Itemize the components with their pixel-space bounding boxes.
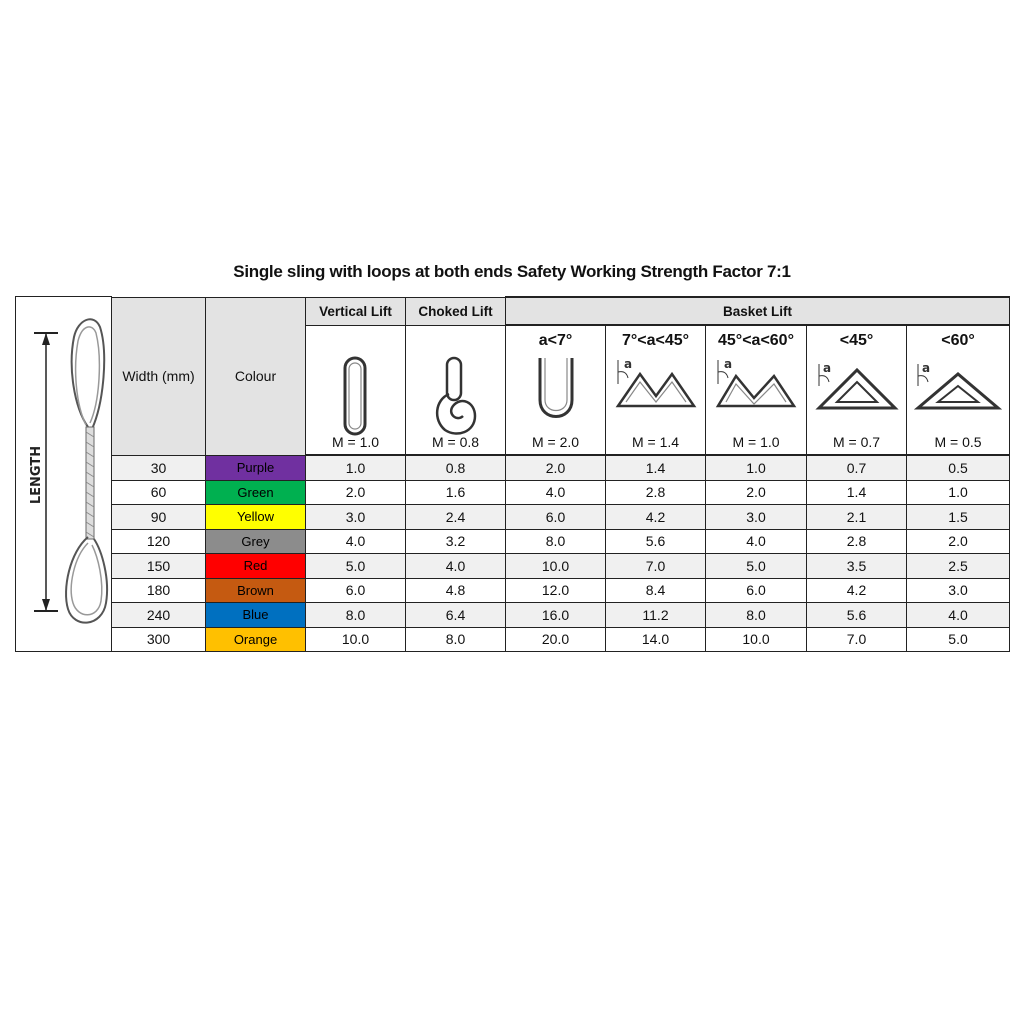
- capacity-cell: 0.5: [907, 455, 1010, 480]
- capacity-cell: 4.0: [706, 529, 807, 554]
- colour-swatch-cell: Grey: [206, 529, 306, 554]
- vertical-loop-icon: [341, 356, 371, 436]
- capacity-cell: 2.0: [907, 529, 1010, 554]
- capacity-cell: 0.7: [807, 455, 907, 480]
- capacity-cell: 5.0: [706, 554, 807, 579]
- angle-label: 45°<a<60°: [718, 332, 794, 349]
- choked-loop-icon: [431, 356, 481, 436]
- m-factor: M = 0.8: [431, 434, 480, 450]
- capacity-cell: 6.0: [706, 578, 807, 603]
- colour-swatch-cell: Green: [206, 480, 306, 505]
- capacity-cell: 4.0: [907, 603, 1010, 628]
- width-cell: 150: [112, 554, 206, 579]
- capacity-cell: 10.0: [506, 554, 606, 579]
- length-label: LENGTH: [29, 445, 44, 505]
- capacity-cell: 4.8: [406, 578, 506, 603]
- capacity-cell: 3.0: [306, 505, 406, 530]
- capacity-cell: 3.0: [907, 578, 1010, 603]
- capacity-cell: 5.6: [807, 603, 907, 628]
- table-row: [112, 603, 1010, 628]
- capacity-cell: 8.0: [506, 529, 606, 554]
- capacity-cell: 6.4: [406, 603, 506, 628]
- capacity-cell: 1.4: [807, 480, 907, 505]
- capacity-cell: 5.0: [306, 554, 406, 579]
- angle-label: 7°<a<45°: [621, 332, 690, 349]
- capacity-cell: 6.0: [506, 505, 606, 530]
- col-basket-7: [506, 325, 606, 455]
- table-row: [112, 529, 1010, 554]
- capacity-cell: 4.2: [606, 505, 706, 530]
- angle-label: a<7°: [538, 332, 573, 349]
- width-header: Width (mm): [112, 297, 206, 455]
- capacity-cell: 2.5: [907, 554, 1010, 579]
- basket-u-icon: [536, 356, 576, 420]
- capacity-table-wrapper: [15, 296, 1009, 652]
- width-cell: 120: [112, 529, 206, 554]
- capacity-cell: 6.0: [306, 578, 406, 603]
- sling-illustration: [15, 296, 112, 652]
- capacity-cell: 7.0: [606, 554, 706, 579]
- capacity-cell: 2.8: [606, 480, 706, 505]
- colour-swatch-cell: Brown: [206, 578, 306, 603]
- col-basket-60: [706, 325, 807, 455]
- capacity-cell: 3.0: [706, 505, 807, 530]
- svg-text:a: a: [822, 361, 831, 375]
- capacity-cell: 10.0: [306, 627, 406, 652]
- basket-45-icon: [614, 356, 698, 416]
- table-row: [112, 505, 1010, 530]
- capacity-cell: 0.8: [406, 455, 506, 480]
- triangle-45-icon: [815, 356, 899, 416]
- colour-header: Colour: [206, 297, 306, 455]
- table-row: [112, 480, 1010, 505]
- capacity-cell: 2.0: [506, 455, 606, 480]
- triangle-60-icon: [914, 356, 1002, 416]
- capacity-cell: 8.0: [706, 603, 807, 628]
- capacity-cell: 1.4: [606, 455, 706, 480]
- capacity-cell: 16.0: [506, 603, 606, 628]
- capacity-cell: 5.6: [606, 529, 706, 554]
- angle-label: <45°: [839, 332, 874, 349]
- capacity-cell: 3.2: [406, 529, 506, 554]
- capacity-cell: 1.0: [706, 455, 807, 480]
- capacity-cell: 12.0: [506, 578, 606, 603]
- colour-swatch-cell: Red: [206, 554, 306, 579]
- table-body: [112, 455, 1010, 652]
- capacity-cell: 2.8: [807, 529, 907, 554]
- capacity-cell: 1.0: [306, 455, 406, 480]
- capacity-cell: 11.2: [606, 603, 706, 628]
- capacity-cell: 5.0: [907, 627, 1010, 652]
- capacity-cell: 4.2: [807, 578, 907, 603]
- m-factor: M = 1.0: [331, 434, 380, 450]
- svg-text:a: a: [724, 357, 733, 371]
- colour-swatch-cell: Yellow: [206, 505, 306, 530]
- capacity-cell: 1.6: [406, 480, 506, 505]
- capacity-cell: 1.5: [907, 505, 1010, 530]
- capacity-cell: 8.0: [306, 603, 406, 628]
- capacity-cell: 10.0: [706, 627, 807, 652]
- capacity-cell: 7.0: [807, 627, 907, 652]
- m-factor: M = 0.7: [832, 434, 881, 450]
- width-cell: 60: [112, 480, 206, 505]
- capacity-cell: 8.4: [606, 578, 706, 603]
- table-title: Single sling with loops at both ends Safety Working Strength Factor 7:1: [233, 262, 791, 281]
- capacity-cell: 14.0: [606, 627, 706, 652]
- colour-swatch-cell: Orange: [206, 627, 306, 652]
- col-triangle-45: [807, 325, 907, 455]
- width-cell: 300: [112, 627, 206, 652]
- colour-swatch-cell: Blue: [206, 603, 306, 628]
- m-factor: M = 1.4: [631, 434, 680, 450]
- svg-text:a: a: [922, 361, 931, 375]
- basket-60-icon: [714, 356, 798, 416]
- m-factor: M = 1.0: [732, 434, 780, 450]
- choked-lift-header: Choked Lift: [406, 297, 506, 325]
- capacity-cell: 1.0: [907, 480, 1010, 505]
- svg-text:a: a: [623, 357, 632, 371]
- col-choked: [406, 325, 506, 455]
- basket-lift-header: Basket Lift: [506, 297, 1010, 325]
- table-row: [112, 554, 1010, 579]
- capacity-cell: 4.0: [406, 554, 506, 579]
- capacity-cell: 4.0: [306, 529, 406, 554]
- capacity-cell: 8.0: [406, 627, 506, 652]
- capacity-cell: 2.0: [706, 480, 807, 505]
- capacity-cell: 20.0: [506, 627, 606, 652]
- table-row: [112, 455, 1010, 480]
- colour-swatch-cell: Purple: [206, 455, 306, 480]
- sling-drawing: [16, 297, 111, 651]
- m-factor: M = 2.0: [531, 434, 580, 450]
- capacity-cell: 2.0: [306, 480, 406, 505]
- col-vertical: [306, 325, 406, 455]
- col-basket-45: [606, 325, 706, 455]
- width-cell: 90: [112, 505, 206, 530]
- col-triangle-60: [907, 325, 1010, 455]
- width-cell: 30: [112, 455, 206, 480]
- capacity-cell: 2.1: [807, 505, 907, 530]
- capacity-cell: 4.0: [506, 480, 606, 505]
- m-factor: M = 0.5: [934, 434, 982, 450]
- vertical-lift-header: Vertical Lift: [306, 297, 406, 325]
- width-cell: 180: [112, 578, 206, 603]
- capacity-table: [111, 296, 1010, 652]
- width-cell: 240: [112, 603, 206, 628]
- capacity-cell: 2.4: [406, 505, 506, 530]
- angle-label: <60°: [941, 332, 975, 349]
- table-row: [112, 578, 1010, 603]
- table-row: [112, 627, 1010, 652]
- capacity-cell: 3.5: [807, 554, 907, 579]
